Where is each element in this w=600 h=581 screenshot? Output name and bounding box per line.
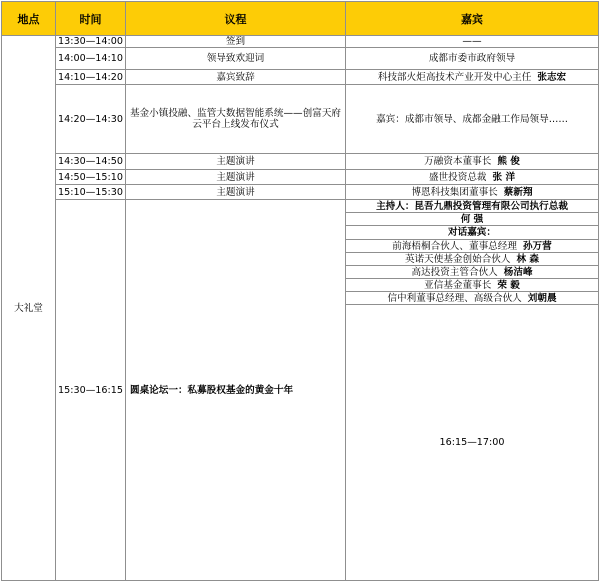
guest-name: 林 森: [516, 253, 540, 265]
guest-cell: [346, 170, 599, 185]
host-name-cell: 何 强: [346, 213, 599, 226]
dialog-label: 对话嘉宾：: [346, 226, 599, 240]
time-cell: 13:30—14:00: [56, 36, 126, 48]
guest-cell: [346, 70, 599, 85]
guest-role: 万融资本董事长: [424, 156, 492, 167]
guest-name: 荣 毅: [497, 279, 520, 291]
time-cell: 14:30—14:50: [56, 154, 126, 170]
guest-role: 博恩科技集团董事长: [411, 186, 498, 198]
guest-cell: 嘉宾：成都市领导、成都金融工作局领导……: [346, 85, 599, 154]
header-guests: 嘉宾: [346, 2, 599, 36]
agenda-cell: 签到: [126, 36, 346, 48]
time-cell: 15:30—16:15: [56, 200, 126, 581]
time-cell: 15:10—15:30: [56, 185, 126, 200]
guest-role: 信中利董事总经理、高级合伙人: [387, 292, 522, 304]
guest-role: 盛世投资总裁: [428, 171, 487, 183]
guest-name: 熊 俊: [497, 156, 520, 167]
table-row: [2, 154, 599, 170]
guest-cell: [346, 292, 599, 305]
guest-cell: [346, 240, 599, 253]
table-row: [2, 48, 599, 70]
agenda-cell: 圆桌论坛一：私募股权基金的黄金十年: [126, 200, 346, 581]
table-row: [2, 200, 599, 213]
guest-cell: [346, 185, 599, 200]
agenda-cell: 主题演讲: [126, 154, 346, 170]
guest-role: 亚信基金董事长: [424, 279, 492, 291]
time-cell: 16:15—17:00: [346, 305, 599, 581]
agenda-cell: 主题演讲: [126, 185, 346, 200]
header-location: 地点: [2, 2, 56, 36]
guest-role: 前海梧桐合伙人、董事总经理: [392, 240, 517, 252]
time-cell: 14:00—14:10: [56, 48, 126, 70]
guest-name: 蔡新翔: [503, 186, 533, 198]
guest-cell: [346, 253, 599, 266]
guest-name: 孙万营: [522, 240, 552, 252]
table-row: [2, 170, 599, 185]
guest-role: 高达投资主管合伙人: [411, 266, 498, 278]
agenda-cell: 主题演讲: [126, 170, 346, 185]
guest-role: 科技部火炬高技术产业开发中心主任: [377, 71, 532, 83]
guest-cell: 成都市委市政府领导: [346, 48, 599, 70]
header-row: [2, 2, 599, 36]
guest-cell: [346, 154, 599, 170]
time-cell: 14:50—15:10: [56, 170, 126, 185]
table-row: [2, 85, 599, 154]
header-agenda: 议程: [126, 2, 346, 36]
guest-role: 英诺天使基金创始合伙人: [404, 253, 511, 265]
agenda-cell: 基金小镇投融、监管大数据智能系统——创富天府云平台上线发布仪式: [126, 85, 346, 154]
table-row: [2, 185, 599, 200]
guest-name: 张 洋: [492, 171, 516, 183]
guest-cell: [346, 279, 599, 292]
header-time: 时间: [56, 2, 126, 36]
table-row: [2, 36, 599, 48]
agenda-table: [1, 1, 599, 581]
location-cell: 大礼堂: [2, 36, 56, 581]
guest-cell: ——: [346, 36, 599, 48]
guest-name: 刘朝晨: [527, 292, 557, 304]
agenda-cell: 领导致欢迎词: [126, 48, 346, 70]
guest-name: 张志宏: [537, 71, 567, 83]
agenda-cell: 嘉宾致辞: [126, 70, 346, 85]
time-cell: 14:20—14:30: [56, 85, 126, 154]
guest-name: 杨洁峰: [503, 266, 533, 278]
host-cell: 主持人：昆吾九鼎投资管理有限公司执行总裁: [346, 200, 599, 213]
guest-cell: [346, 266, 599, 279]
time-cell: 14:10—14:20: [56, 70, 126, 85]
table-row: [2, 70, 599, 85]
